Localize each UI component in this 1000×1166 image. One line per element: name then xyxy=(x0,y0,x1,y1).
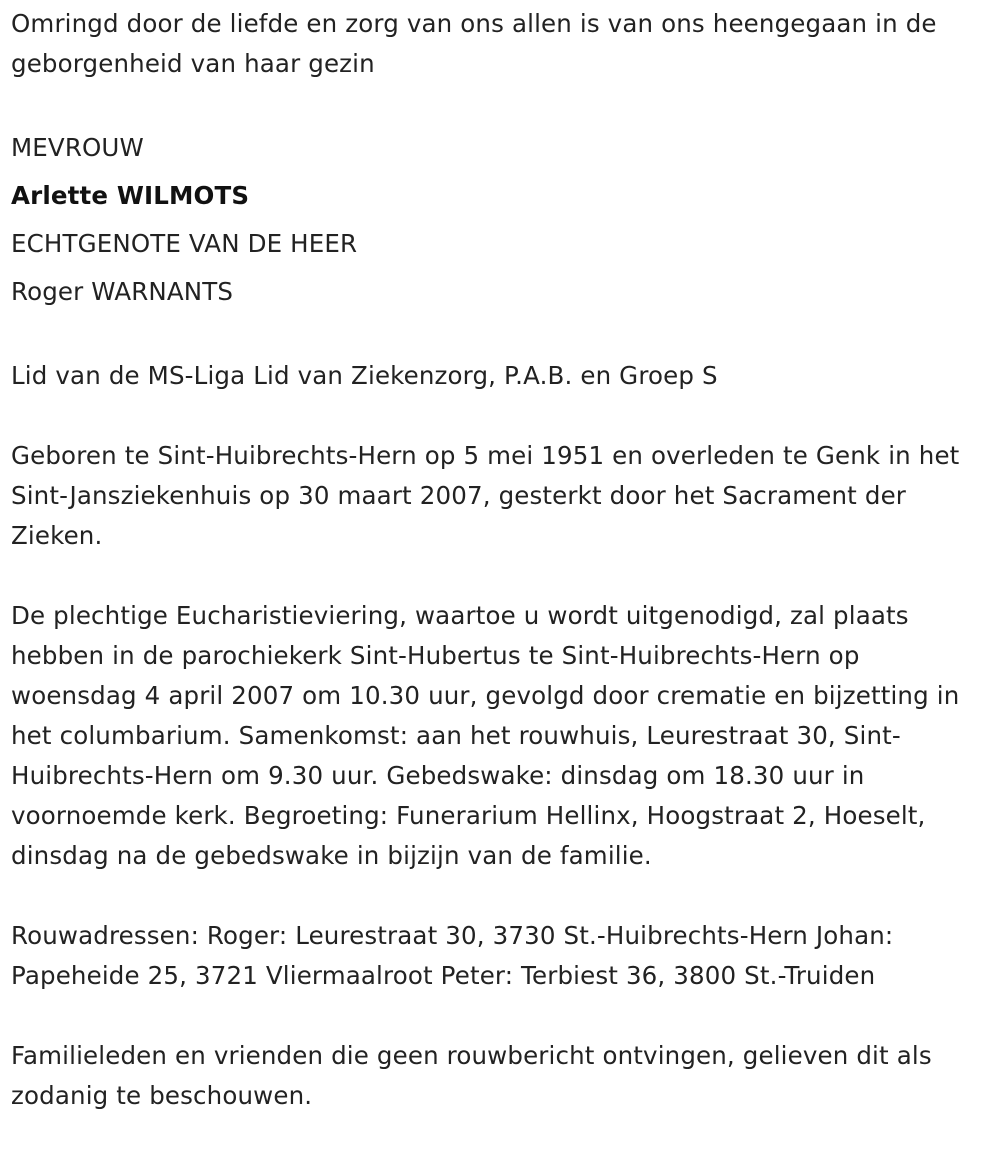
spacer xyxy=(11,996,991,1036)
obituary-notice xyxy=(11,4,991,1116)
spouse-name: Roger WARNANTS xyxy=(11,277,234,306)
intro-paragraph: Omringd door de liefde en zorg van ons allen is van ons heengegaan in de geborgenheid van haar gezin xyxy=(11,9,937,78)
birth-death-paragraph: Geboren te Sint-Huibrechts-Hern op 5 mei 1951 en overleden te Genk in het Sint-Jansziekenhuis op 30 maart 2007, gesterkt door het Sacrament der Zieken. xyxy=(11,441,960,550)
closing-paragraph: Familieleden en vrienden die geen rouwbericht ontvingen, gelieven dit als zodanig te beschouwen. xyxy=(11,1041,932,1110)
memberships-paragraph: Lid van de MS-Liga Lid van Ziekenzorg, P.A.B. en Groep S xyxy=(11,361,718,390)
title-prefix: MEVROUW xyxy=(11,133,144,162)
spacer xyxy=(11,316,991,356)
spacer xyxy=(11,876,991,916)
ceremony-paragraph: De plechtige Eucharistieviering, waartoe u wordt uitgenodigd, zal plaats hebben in de parochiekerk Sint-Hubertus te Sint-Huibrechts-Hern op woensdag 4 april 2007 om 10.30 uur, gevolgd door crematie en bijzetting in het columbarium. Samenkomst: aan het rouwhuis, Leurestraat 30, Sint-Huibrechts-Hern om 9.30 uur. Gebedswake: dinsdag om 18.30 uur in voornoemde kerk. Begroeting: Funerarium Hellinx, Hoogstraat 2, Hoeselt, dinsdag na de gebedswake in bijzijn van de familie. xyxy=(11,601,960,870)
name-block xyxy=(11,124,991,316)
spacer xyxy=(11,84,991,124)
relation-line: ECHTGENOTE VAN DE HEER xyxy=(11,229,358,258)
addresses-paragraph: Rouwadressen: Roger: Leurestraat 30, 3730 St.-Huibrechts-Hern Johan: Papeheide 25, 3721 Vliermaalroot Peter: Terbiest 36, 3800 St.-Truiden xyxy=(11,921,894,990)
deceased-name: Arlette WILMOTS xyxy=(11,181,250,210)
spacer xyxy=(11,556,991,596)
spacer xyxy=(11,396,991,436)
